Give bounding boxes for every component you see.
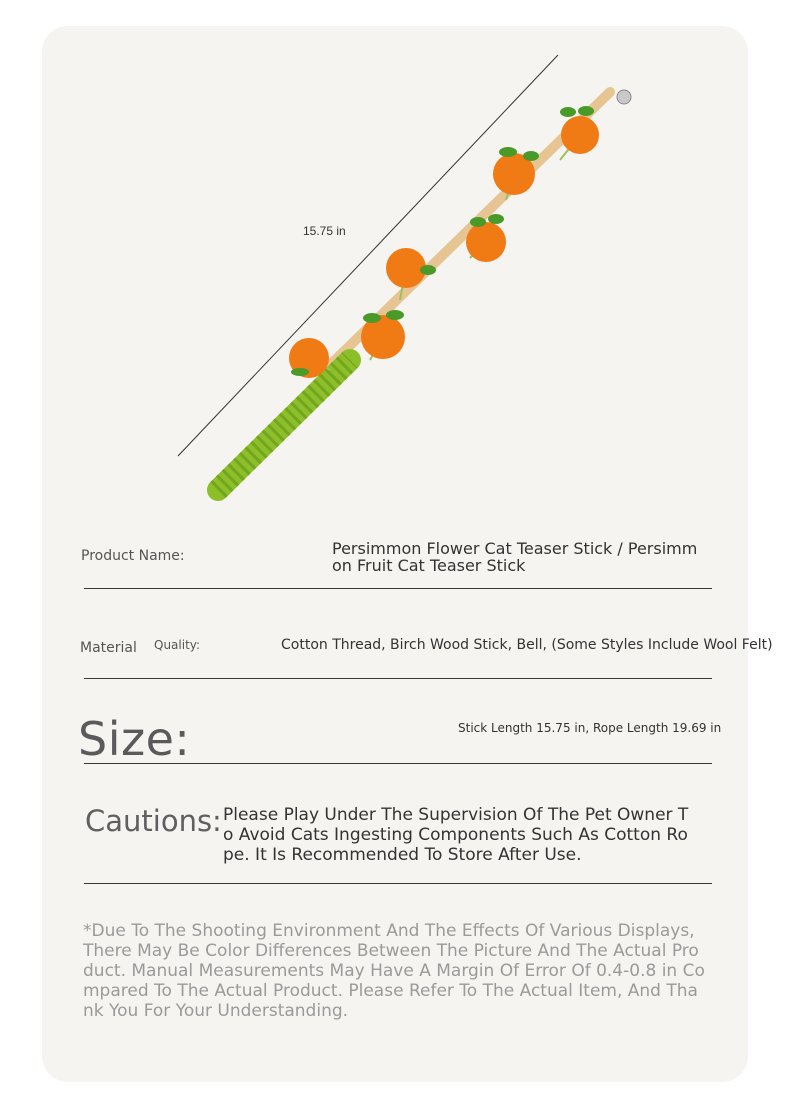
persimmon-2 bbox=[361, 310, 405, 359]
persimmon-3 bbox=[386, 248, 436, 288]
disclaimer-footnote: *Due To The Shooting Environment And The Effects Of Various Displays, There May Be Color Differences Between The Picture And The Actual Product. Manual Measurements May Have A Margin Of Error Of 0.4-0.8 in Compared To The Actual Product. Please Refer To The Actual Item, And Thank You For Your Understanding. bbox=[83, 921, 705, 1021]
product-illustration bbox=[0, 0, 790, 520]
bell-icon bbox=[617, 90, 631, 104]
cautions-text: Please Play Under The Supervision Of The Pet Owner To Avoid Cats Ingesting Components Such As Cotton Rope. It Is Recommended To Store After Use. bbox=[223, 805, 689, 865]
persimmon-4 bbox=[466, 214, 506, 262]
measurement-line bbox=[178, 55, 558, 456]
divider-4 bbox=[84, 883, 712, 884]
cautions-title: Cautions: bbox=[85, 804, 222, 838]
size-value: Stick Length 15.75 in, Rope Length 19.69 in bbox=[458, 721, 722, 735]
persimmon-1 bbox=[289, 338, 329, 378]
size-title: Size: bbox=[78, 712, 191, 766]
product-name-value: Persimmon Flower Cat Teaser Stick / Persimmon Fruit Cat Teaser Stick bbox=[332, 539, 698, 575]
quality-label: Quality: bbox=[154, 638, 201, 652]
persimmon-5 bbox=[493, 147, 539, 195]
material-value: Cotton Thread, Birch Wood Stick, Bell, (Some Styles Include Wool Felt) bbox=[281, 637, 773, 653]
persimmon-6 bbox=[560, 106, 599, 154]
divider-3 bbox=[84, 763, 712, 764]
material-label: Material bbox=[80, 640, 137, 656]
product-name-label: Product Name: bbox=[81, 548, 185, 564]
measurement-label: 15.75 in bbox=[303, 224, 346, 238]
divider-1 bbox=[84, 588, 712, 589]
divider-2 bbox=[84, 678, 712, 679]
